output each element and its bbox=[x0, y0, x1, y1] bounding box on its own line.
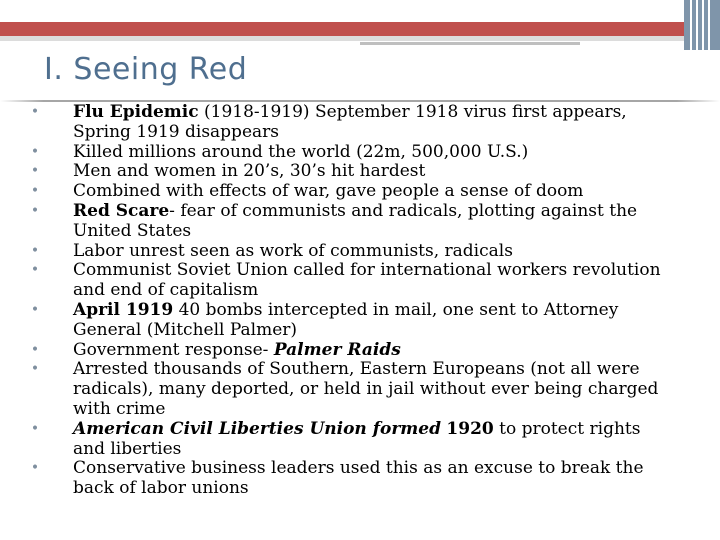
bullet-item bbox=[26, 143, 676, 163]
bullet-text-segment: 1920 bbox=[446, 418, 494, 439]
bullet-text-segment: Red Scare bbox=[73, 200, 170, 221]
bullet-dot-icon: • bbox=[30, 163, 40, 180]
header-decoration-line bbox=[360, 42, 580, 45]
bullet-dot-icon: • bbox=[30, 460, 40, 477]
bullet-text-segment: Killed millions around the world (22m, 500,000 U.S.) bbox=[73, 141, 529, 162]
bullet-dot-icon: • bbox=[30, 361, 40, 378]
header-accent-shadow bbox=[0, 36, 720, 41]
bullet-item bbox=[26, 242, 676, 262]
bullet-dot-icon: • bbox=[30, 262, 40, 279]
bullet-text-segment: April 1919 bbox=[73, 299, 174, 320]
bullet-text-segment: American Civil Liberties Union formed bbox=[73, 418, 441, 439]
corner-stripe bbox=[690, 0, 692, 50]
bullet-item bbox=[26, 103, 676, 143]
bullet-item bbox=[26, 182, 676, 202]
bullet-item bbox=[26, 162, 676, 182]
slide-title: I. Seeing Red bbox=[44, 52, 248, 87]
bullet-text-segment: Government response- bbox=[73, 339, 274, 360]
bullet-text-segment: Arrested thousands of Southern, Eastern Europeans (not all were radicals), many deported, or held in jail without ever being charged with crime bbox=[73, 359, 659, 419]
bullet-dot-icon: • bbox=[30, 104, 40, 120]
corner-stripe bbox=[696, 0, 698, 50]
bullet-text-segment: to protect rights and liberties bbox=[73, 418, 641, 459]
bullet-dot-icon: • bbox=[30, 202, 40, 219]
bullet-text-segment: Men and women in 20’s, 30’s hit hardest bbox=[73, 161, 426, 182]
bullet-dot-icon: • bbox=[30, 420, 40, 437]
bullet-text-segment: (1918-1919) September 1918 virus first appears, Spring 1919 disappears bbox=[73, 102, 627, 142]
bullet-text-segment: Combined with effects of war, gave people a sense of doom bbox=[73, 181, 584, 202]
bullet-item bbox=[26, 341, 676, 361]
bullet-list bbox=[26, 103, 676, 499]
bullet-text-segment: Palmer Raids bbox=[273, 339, 401, 360]
bullet-text-segment: Labor unrest seen as work of communists, radicals bbox=[73, 240, 513, 261]
bullet-dot-icon: • bbox=[30, 341, 40, 358]
bullet-dot-icon: • bbox=[30, 242, 40, 259]
bullet-text-segment: 40 bombs intercepted in mail, one sent to Attorney General (Mitchell Palmer) bbox=[73, 299, 619, 340]
bullet-item bbox=[26, 360, 676, 419]
corner-stripe bbox=[702, 0, 704, 50]
bullet-text-segment: Communist Soviet Union called for international workers revolution and end of capitalism bbox=[73, 260, 661, 301]
bullet-item bbox=[26, 202, 676, 242]
bullet-text-segment: Conservative business leaders used this as an excuse to break the back of labor unions bbox=[73, 458, 644, 499]
bullet-item bbox=[26, 261, 676, 301]
bullet-item bbox=[26, 420, 676, 460]
bullet-item bbox=[26, 301, 676, 341]
header-accent-bar bbox=[0, 22, 720, 36]
corner-decoration bbox=[684, 0, 720, 50]
bullet-dot-icon: • bbox=[30, 143, 40, 160]
bullet-text-segment: - fear of communists and radicals, plotting against the United States bbox=[73, 200, 638, 241]
bullet-dot-icon: • bbox=[30, 183, 40, 200]
bullet-item bbox=[26, 459, 676, 499]
corner-stripe bbox=[708, 0, 710, 50]
bullet-dot-icon: • bbox=[30, 301, 40, 318]
bullet-text-segment: Flu Epidemic bbox=[73, 102, 199, 122]
